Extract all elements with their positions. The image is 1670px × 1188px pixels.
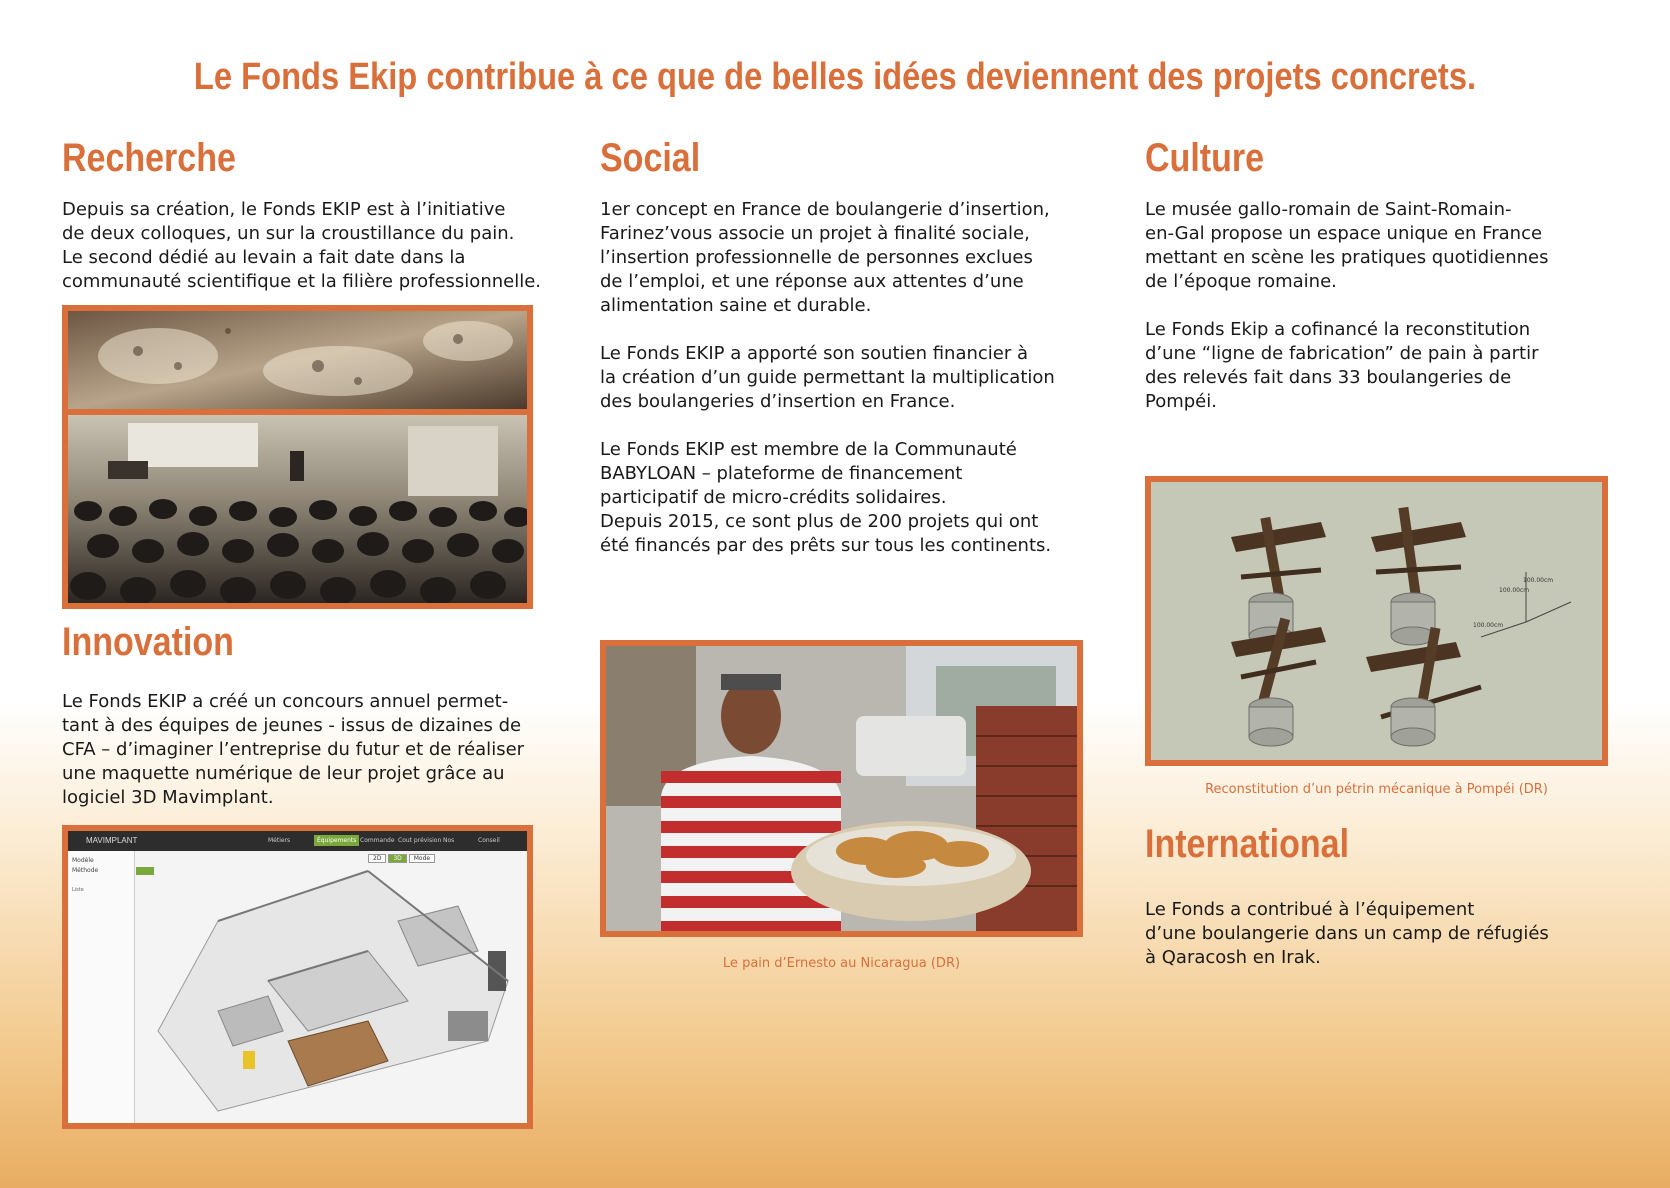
- view-mode-button: Mode: [409, 854, 435, 863]
- photo-innovation-mavimplant: [62, 825, 533, 1129]
- mavimplant-sidebar-item: Liste: [72, 887, 84, 893]
- section-text-social: 1er concept en France de boulangerie d’insertion, Farinez’vous associe un projet à finalité sociale, l’insertion professionnelle de personnes exclues de l’emploi, et une réponse aux attentes d’une alimentation saine et durable. Le Fonds EKIP a apporté son soutien financier à la création d’un guide permettant la multiplication des boulangeries d’insertion en France. Le Fonds EKIP est membre de la Communauté BABYLOAN – plateforme de financement participatif de micro-crédits solidaires. Depuis 2015, ce sont plus de 200 projets qui ont été financés par des prêts sur tous les continents.: [600, 199, 1055, 556]
- view-2d-button: 2D: [368, 854, 386, 863]
- mavimplant-logo: MAVIMPLANT: [86, 836, 138, 845]
- section-text-recherche: Depuis sa création, le Fonds EKIP est à l’initiative de deux colloques, un sur la croustillance du pain. Le second dédié au levain a fait date dans la communauté scientifique et la filière professionnelle.: [62, 199, 542, 292]
- petrin-3d-illustration: [1151, 482, 1602, 760]
- mavimplant-menu-item: Commande: [360, 837, 395, 844]
- section-text-international: Le Fonds a contribué à l’équipement d’une boulangerie dans un camp de réfugiés à Qaracosh en Irak.: [1145, 899, 1549, 968]
- mavimplant-menu-item: Métiers: [268, 837, 291, 844]
- section-title-social: Social: [600, 136, 701, 180]
- section-title-recherche: Recherche: [62, 136, 236, 180]
- section-text-innovation: Le Fonds EKIP a créé un concours annuel permet- tant à des équipes de jeunes - issus de dizaines de CFA – d’imaginer l’entreprise du futur et de réaliser une maquette numérique de leur projet grâce au logiciel 3D Mavimplant.: [62, 691, 525, 808]
- mavimplant-menu-item: Nos: [443, 837, 455, 844]
- caption-social: Le pain d’Ernesto au Nicaragua (DR): [722, 956, 961, 971]
- floor-plan-3d-illustration: [68, 831, 527, 1123]
- dimension-label: 100.00cm: [1523, 577, 1554, 584]
- mavimplant-menu-item: Conseil: [478, 837, 500, 844]
- dimension-label: 100.00cm: [1499, 587, 1530, 594]
- mavimplant-sidebar-item: Méthode: [72, 867, 99, 874]
- photo-culture-petrin: [1145, 476, 1608, 766]
- page-headline: Le Fonds Ekip contribue à ce que de belles idées deviennent des projets concrets.: [193, 56, 1477, 98]
- mavimplant-menu-item: Équipements: [314, 835, 359, 846]
- caption-culture: Reconstitution d’un pétrin mécanique à Pompéi (DR): [1205, 782, 1548, 797]
- ernesto-photo-illustration: [606, 646, 1077, 931]
- mavimplant-sidebar-item: Modèle: [72, 857, 94, 864]
- mavimplant-menu-item: Cout prévision: [398, 837, 442, 844]
- view-3d-button: 3D: [388, 854, 406, 863]
- section-text-culture: Le musée gallo-romain de Saint-Romain- en-Gal propose un espace unique en France mettant en scène les pratiques quotidiennes de l’époque romaine. Le Fonds Ekip a cofinancé la reconstitution d’une “ligne de fabrication” de pain à partir des relevés fait dans 33 boulangeries de Pompéi.: [1145, 199, 1549, 412]
- section-title-innovation: Innovation: [62, 620, 234, 664]
- section-title-culture: Culture: [1145, 136, 1264, 180]
- photo-social-ernesto: [600, 640, 1083, 937]
- colloque-photo-illustration: [68, 311, 527, 603]
- photo-recherche: [62, 305, 533, 609]
- dimension-label: 100.00cm: [1473, 622, 1504, 629]
- section-title-international: International: [1145, 822, 1350, 866]
